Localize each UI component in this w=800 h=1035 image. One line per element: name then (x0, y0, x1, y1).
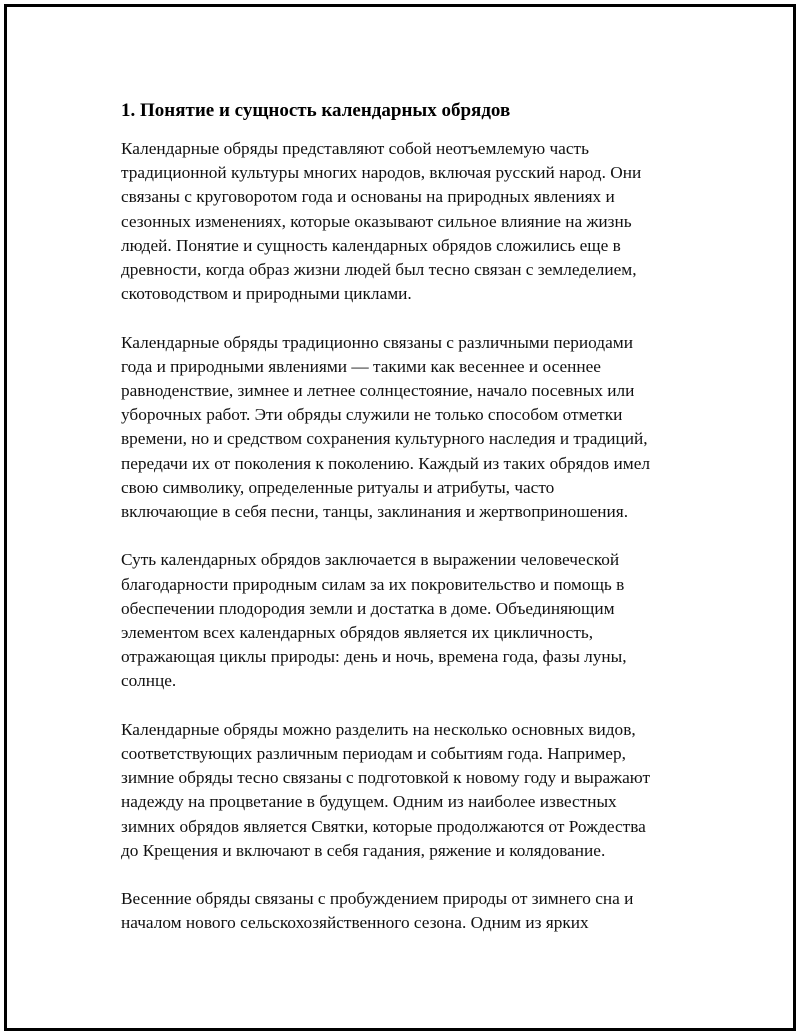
text-line: началом нового сельскохозяйственного сезона. Одним из ярких (121, 913, 589, 933)
text-line: солнце. (121, 671, 177, 691)
paragraph-4 (121, 718, 711, 863)
paragraph-5 (121, 887, 711, 935)
text-line: уборочных работ. Эти обряды служили не только способом отметки (121, 405, 623, 425)
page-frame (4, 4, 796, 1031)
text-line: соответствующих различным периодам и событиям года. Например, (121, 744, 626, 764)
text-line: включающие в себя песни, танцы, заклинания и жертвоприношения. (121, 502, 629, 522)
text-line: Календарные обряды традиционно связаны с различными периодами (121, 332, 633, 352)
text-line: традиционной культуры многих народов, включая русский народ. Они (121, 163, 642, 183)
text-line: элементом всех календарных обрядов является их цикличность, (121, 623, 594, 643)
text-line: благодарности природным силам за их покровительство и помощь в (121, 574, 625, 594)
paragraph-1 (121, 137, 711, 306)
text-line: передачи их от поколения к поколению. Каждый из таких обрядов имел (121, 453, 651, 473)
section-heading: 1. Понятие и сущность календарных обрядов (121, 100, 511, 121)
text-line: Календарные обряды представляют собой неотъемлемую часть (121, 139, 589, 158)
text-line: времени, но и средством сохранения культурного наследия и традиций, (121, 429, 648, 449)
text-line: скотоводством и природными циклами. (121, 284, 412, 304)
text-line: Суть календарных обрядов заключается в выражении человеческой (121, 550, 620, 570)
text-line: обеспечении плодородия земли и достатка в доме. Объединяющим (121, 598, 615, 618)
text-line: сезонных изменениях, которые оказывают сильное влияние на жизнь (121, 211, 632, 231)
paragraph-2 (121, 331, 711, 525)
text-line: года и природными явлениями — такими как весеннее и осеннее (121, 356, 601, 376)
text-line: зимних обрядов является Святки, которые продолжаются от Рождества (121, 816, 646, 836)
text-line: отражающая циклы природы: день и ночь, времена года, фазы луны, (121, 647, 627, 667)
text-line: древности, когда образ жизни людей был тесно связан с земледелием, (121, 260, 637, 280)
text-line: зимние обряды тесно связаны с подготовкой к новому году и выражают (121, 768, 651, 788)
text-line: свою символику, определенные ритуалы и атрибуты, часто (121, 477, 555, 497)
text-line: Весенние обряды связаны с пробуждением природы от зимнего сна и (121, 889, 634, 909)
paragraph-3 (121, 548, 711, 693)
page-content (121, 99, 711, 960)
text-line: связаны с круговоротом года и основаны на природных явлениях и (121, 187, 615, 207)
text-line: Календарные обряды можно разделить на несколько основных видов, (121, 719, 636, 739)
text-line: до Крещения и включают в себя гадания, ряжение и колядование. (121, 840, 606, 860)
text-line: равноденствие, зимнее и летнее солнцестояние, начало посевных или (121, 381, 635, 401)
text-line: надежду на процветание в будущем. Одним из наиболее известных (121, 792, 617, 812)
text-line: людей. Понятие и сущность календарных обрядов сложились еще в (121, 235, 621, 255)
